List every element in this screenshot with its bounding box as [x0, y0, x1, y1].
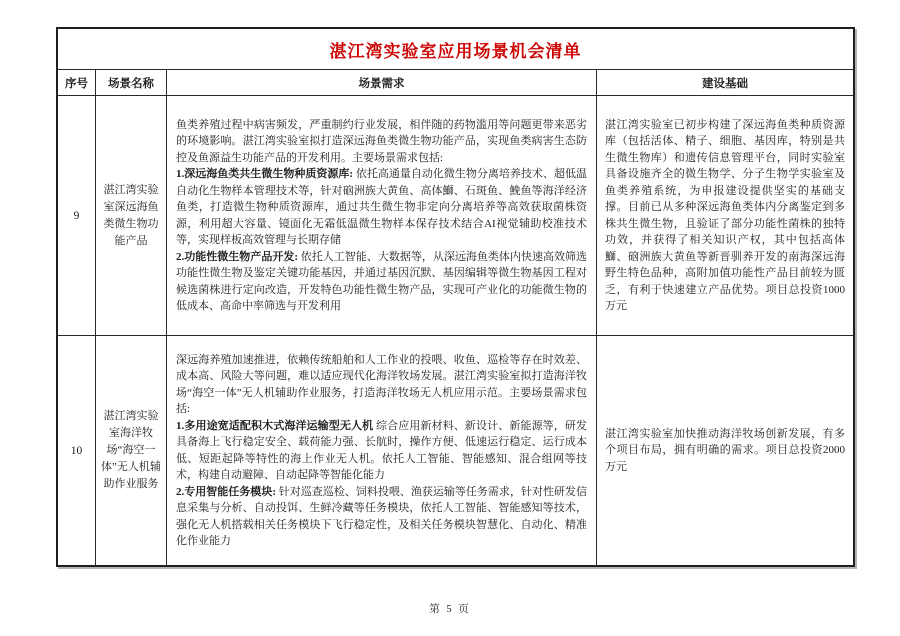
row10-requirement-item-1 [176, 418, 587, 484]
row10-serial-number: 10 [58, 336, 96, 565]
header-serial-number: 序号 [58, 70, 96, 95]
row10-scenario-name: 湛江湾实验室海洋牧场“海空一体”无人机辅助作业服务 [96, 336, 167, 565]
page-title: 湛江湾实验室应用场景机会清单 [329, 41, 582, 61]
row10-item1-body: 综合应用新材料、新设计、新能源等，研发具备海上飞行稳定安全、载荷能力强、长航时，操作方便、低速运行稳定、运行成本低、短距起降等特性的海上作业无人机。依托人工智能、智能感知、混合组网等技术，构建自动避障、自动起降等智能化能力 [176, 419, 588, 481]
header-scenario-requirement: 场景需求 [167, 70, 597, 95]
header-construction-basis: 建设基础 [702, 77, 748, 90]
row9-requirement-item-1 [176, 166, 587, 249]
row10-scenario-requirement [167, 336, 597, 565]
row9-item2-heading: 2.功能性微生物产品开发: [176, 250, 299, 263]
row10-basis-text: 湛江湾实验室加快推动海洋牧场创新发展，有多个项目布局，拥有明确的需求。项目总投资2000万元 [605, 427, 845, 473]
row10-requirement-intro: 深远海养殖加速推进，依赖传统船舶和人工作业的投喂、收鱼、巡检等存在时效差、成本高、风险大等问题，难以适应现代化海洋牧场发展。湛江湾实验室拟打造海洋牧场“海空一体”无人机辅助作业服务，打造海洋牧场无人机应用示范。主要场景需求包括: [176, 353, 587, 415]
header-scenario-name: 场景名称 [96, 70, 167, 95]
page-number: 第 5 页 [429, 604, 471, 615]
table-title-row [58, 29, 853, 70]
row10-item2-body: 针对巡查巡检、饲料投喂、渔获运输等任务需求，针对性研发信息采集与分析、自动投饵、生鲜冷藏等任务模块，依托人工智能、智能感知等技术，强化无人机搭载相关任务模块下飞行稳定性，及相关任务模块智慧化、自动化、精准化作业能力 [176, 485, 587, 547]
row9-scenario-name: 湛江湾实验室深远海鱼类微生物功能产品 [96, 96, 167, 335]
row9-item1-heading: 1.深远海鱼类共生微生物种质资源库: [176, 168, 354, 180]
row9-requirement-intro: 鱼类养殖过程中病害频发，严重制约行业发展，相伴随的药物滥用等问题更带来恶劣的环境影响。湛江湾实验室拟打造深远海鱼类微生物功能产品，实现鱼类病害生态防控及鱼源益生功能产品的开发利用。主要场景需求包括: [176, 118, 587, 164]
row9-construction-basis [597, 96, 853, 335]
table-header-row [58, 70, 853, 96]
row10-requirement-item-2 [176, 484, 587, 550]
row9-serial-number: 9 [58, 96, 96, 335]
row10-construction-basis [597, 336, 853, 565]
scenario-table [56, 27, 855, 567]
row9-item2-body: 依托人工智能、大数据等，从深远海鱼类体内快速高效筛选功能性微生物及鉴定关键功能基因，并通过基因沉默、基因编辑等微生物基因工程对候选菌株进行定向改造，开发特色功能性微生物产品，实现可产业化的功能微生物的低成本、高命中率筛选与开发利用 [176, 250, 587, 312]
table-row [58, 336, 853, 565]
row9-item1-body: 依托高通量自动化微生物分离培养技术、超低温自动化生物样本管理技术等，针对硇洲族大黄鱼、高体鰤、石斑鱼、鮸鱼等海洋经济鱼类，打造微生物种质资源库，通过共生微生物非定向分离培养等高效获取菌株资源，利用超大容量、镜面化无霜低温微生物样本保存技术结合AI视觉辅助校准技术等，实现样板高效管理与长期存储 [176, 168, 587, 246]
row10-item1-heading: 1.多用途宽适配积木式海洋运输型无人机 [176, 419, 374, 432]
row9-scenario-requirement [167, 96, 597, 335]
row9-basis-text: 湛江湾实验室已初步构建了深远海鱼类种质资源库（包括活体、精子、细胞、基因库，特别是共生微生物库）和遗传信息管理平台，同时实验室具备设施齐全的微生物学、分子生物学实验室及鱼类养殖系统，为申报建设提供坚实的基础支撑。目前已从多种深远海鱼类体内分离鉴定到多株共生微生物，且验证了部分功能性菌株的独特功效，并获得了相关知识产权，其中包括高体鰤、硇洲族大黄鱼等新晋驯养开发的南海深远海野生特色品种，高附加值功能性产品目前较为匮乏，有利于快速建立产品优势。项目总投资1000万元 [605, 118, 845, 312]
table-row [58, 96, 853, 336]
row10-item2-heading: 2.专用智能任务模块: [176, 485, 276, 498]
row9-requirement-item-2 [176, 249, 587, 315]
